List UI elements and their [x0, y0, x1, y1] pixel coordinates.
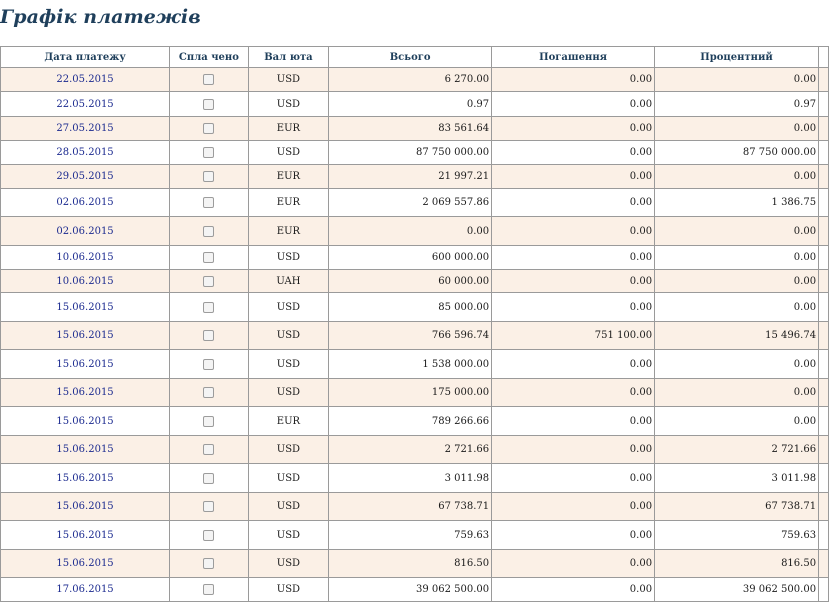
interest-cell: 0.00 [655, 270, 819, 293]
payment-date-cell[interactable]: 10.06.2015 [1, 270, 170, 293]
page-title: Графік платежів [0, 6, 201, 28]
overflow-cell [819, 350, 829, 379]
repayment-cell: 0.00 [492, 189, 655, 217]
currency-cell: USD [248, 578, 328, 602]
column-header-date[interactable]: Дата платежу [1, 47, 170, 68]
table-row [1, 521, 829, 550]
total-cell: 759.63 [329, 521, 492, 550]
column-header-currency[interactable]: Вал юта [248, 47, 328, 68]
currency-cell: USD [248, 464, 328, 493]
paid-checkbox[interactable] [203, 147, 214, 158]
paid-checkbox[interactable] [203, 99, 214, 110]
paid-cell [170, 246, 249, 270]
total-cell: 175 000.00 [329, 379, 492, 407]
total-cell: 83 561.64 [329, 117, 492, 141]
paid-cell [170, 493, 249, 521]
currency-cell: USD [248, 521, 328, 550]
interest-cell: 0.00 [655, 117, 819, 141]
interest-cell: 0.00 [655, 165, 819, 189]
payment-date-cell[interactable]: 17.06.2015 [1, 578, 170, 602]
paid-checkbox[interactable] [203, 330, 214, 341]
table-row [1, 379, 829, 407]
table-row [1, 68, 829, 92]
paid-checkbox[interactable] [203, 74, 214, 85]
total-cell: 766 596.74 [329, 322, 492, 350]
interest-cell: 2 721.66 [655, 436, 819, 464]
repayment-cell: 0.00 [492, 407, 655, 436]
total-cell: 21 997.21 [329, 165, 492, 189]
paid-checkbox[interactable] [203, 558, 214, 569]
payment-date-cell[interactable]: 15.06.2015 [1, 350, 170, 379]
total-cell: 3 011.98 [329, 464, 492, 493]
interest-cell: 0.00 [655, 350, 819, 379]
interest-cell: 67 738.71 [655, 493, 819, 521]
interest-cell: 0.00 [655, 246, 819, 270]
overflow-cell [819, 165, 829, 189]
interest-cell: 816.50 [655, 550, 819, 578]
paid-checkbox[interactable] [203, 387, 214, 398]
repayment-cell: 0.00 [492, 521, 655, 550]
overflow-cell [819, 189, 829, 217]
overflow-cell [819, 92, 829, 117]
repayment-cell: 0.00 [492, 246, 655, 270]
table-row [1, 92, 829, 117]
repayment-cell: 0.00 [492, 578, 655, 602]
repayment-cell: 0.00 [492, 493, 655, 521]
column-header-interest[interactable]: Процентний [655, 47, 819, 68]
table-row [1, 350, 829, 379]
overflow-cell [819, 246, 829, 270]
table-row [1, 578, 829, 602]
overflow-cell [819, 407, 829, 436]
currency-cell: USD [248, 436, 328, 464]
paid-checkbox[interactable] [203, 473, 214, 484]
total-cell: 60 000.00 [329, 270, 492, 293]
paid-checkbox[interactable] [203, 501, 214, 512]
payment-date-cell[interactable]: 15.06.2015 [1, 322, 170, 350]
payment-date-cell[interactable]: 02.06.2015 [1, 189, 170, 217]
table-row [1, 464, 829, 493]
table-row [1, 436, 829, 464]
payment-date-cell[interactable]: 29.05.2015 [1, 165, 170, 189]
table-row [1, 217, 829, 246]
payment-date-cell[interactable]: 15.06.2015 [1, 379, 170, 407]
repayment-cell: 0.00 [492, 92, 655, 117]
payment-date-cell[interactable]: 22.05.2015 [1, 92, 170, 117]
payment-schedule-table [0, 46, 829, 602]
payment-date-cell[interactable]: 22.05.2015 [1, 68, 170, 92]
table-row [1, 165, 829, 189]
paid-cell [170, 350, 249, 379]
overflow-cell [819, 141, 829, 165]
paid-cell [170, 165, 249, 189]
currency-cell: USD [248, 493, 328, 521]
currency-cell: USD [248, 293, 328, 322]
paid-cell [170, 464, 249, 493]
interest-cell: 0.97 [655, 92, 819, 117]
table-row [1, 246, 829, 270]
total-cell: 0.97 [329, 92, 492, 117]
column-header-overflow [819, 47, 829, 68]
overflow-cell [819, 464, 829, 493]
overflow-cell [819, 379, 829, 407]
total-cell: 39 062 500.00 [329, 578, 492, 602]
overflow-cell [819, 521, 829, 550]
interest-cell: 0.00 [655, 68, 819, 92]
currency-cell: USD [248, 350, 328, 379]
interest-cell: 759.63 [655, 521, 819, 550]
table-row [1, 493, 829, 521]
paid-cell [170, 293, 249, 322]
paid-checkbox[interactable] [203, 530, 214, 541]
column-header-repayment[interactable]: Погашення [492, 47, 655, 68]
payment-date-cell[interactable]: 15.06.2015 [1, 293, 170, 322]
currency-cell: EUR [248, 165, 328, 189]
paid-cell [170, 270, 249, 293]
overflow-cell [819, 293, 829, 322]
payment-date-cell[interactable]: 15.06.2015 [1, 464, 170, 493]
total-cell: 600 000.00 [329, 246, 492, 270]
currency-cell: USD [248, 246, 328, 270]
paid-checkbox[interactable] [203, 359, 214, 370]
paid-cell [170, 141, 249, 165]
table-row [1, 322, 829, 350]
overflow-cell [819, 578, 829, 602]
currency-cell: USD [248, 322, 328, 350]
repayment-cell: 0.00 [492, 550, 655, 578]
total-cell: 2 721.66 [329, 436, 492, 464]
interest-cell: 39 062 500.00 [655, 578, 819, 602]
table-row [1, 550, 829, 578]
total-cell: 87 750 000.00 [329, 141, 492, 165]
payment-date-cell[interactable]: 15.06.2015 [1, 493, 170, 521]
interest-cell: 15 496.74 [655, 322, 819, 350]
interest-cell: 3 011.98 [655, 464, 819, 493]
table-body [1, 68, 829, 602]
paid-cell [170, 578, 249, 602]
paid-cell [170, 436, 249, 464]
paid-cell [170, 407, 249, 436]
overflow-cell [819, 322, 829, 350]
repayment-cell: 0.00 [492, 165, 655, 189]
total-cell: 0.00 [329, 217, 492, 246]
currency-cell: EUR [248, 117, 328, 141]
currency-cell: USD [248, 141, 328, 165]
interest-cell: 87 750 000.00 [655, 141, 819, 165]
payment-date-cell[interactable]: 10.06.2015 [1, 246, 170, 270]
table-row [1, 270, 829, 293]
overflow-cell [819, 436, 829, 464]
table-row [1, 293, 829, 322]
repayment-cell: 0.00 [492, 141, 655, 165]
paid-cell [170, 117, 249, 141]
interest-cell: 0.00 [655, 293, 819, 322]
overflow-cell [819, 68, 829, 92]
paid-cell [170, 92, 249, 117]
currency-cell: USD [248, 550, 328, 578]
total-cell: 1 538 000.00 [329, 350, 492, 379]
header-row [1, 47, 829, 68]
interest-cell: 0.00 [655, 379, 819, 407]
paid-checkbox[interactable] [203, 444, 214, 455]
repayment-cell: 0.00 [492, 68, 655, 92]
paid-checkbox[interactable] [203, 171, 214, 182]
paid-checkbox[interactable] [203, 226, 214, 237]
column-header-total[interactable]: Всього [329, 47, 492, 68]
currency-cell: UAH [248, 270, 328, 293]
total-cell: 789 266.66 [329, 407, 492, 436]
paid-cell [170, 550, 249, 578]
interest-cell: 0.00 [655, 407, 819, 436]
overflow-cell [819, 217, 829, 246]
total-cell: 6 270.00 [329, 68, 492, 92]
repayment-cell: 0.00 [492, 350, 655, 379]
paid-cell [170, 379, 249, 407]
repayment-cell: 0.00 [492, 270, 655, 293]
currency-cell: USD [248, 68, 328, 92]
payment-date-cell[interactable]: 15.06.2015 [1, 436, 170, 464]
currency-cell: USD [248, 92, 328, 117]
paid-cell [170, 217, 249, 246]
repayment-cell: 0.00 [492, 293, 655, 322]
payment-date-cell[interactable]: 15.06.2015 [1, 407, 170, 436]
paid-cell [170, 521, 249, 550]
repayment-cell: 0.00 [492, 217, 655, 246]
overflow-cell [819, 270, 829, 293]
paid-checkbox[interactable] [203, 276, 214, 287]
payment-date-cell[interactable]: 27.05.2015 [1, 117, 170, 141]
currency-cell: USD [248, 379, 328, 407]
paid-cell [170, 68, 249, 92]
paid-cell [170, 189, 249, 217]
currency-cell: EUR [248, 217, 328, 246]
overflow-cell [819, 550, 829, 578]
paid-checkbox[interactable] [203, 252, 214, 263]
interest-cell: 1 386.75 [655, 189, 819, 217]
overflow-cell [819, 117, 829, 141]
payment-date-cell[interactable]: 15.06.2015 [1, 550, 170, 578]
paid-checkbox[interactable] [203, 584, 214, 595]
column-header-paid[interactable]: Спла чено [170, 47, 249, 68]
interest-cell: 0.00 [655, 217, 819, 246]
total-cell: 2 069 557.86 [329, 189, 492, 217]
paid-checkbox[interactable] [203, 416, 214, 427]
total-cell: 85 000.00 [329, 293, 492, 322]
repayment-cell: 751 100.00 [492, 322, 655, 350]
payment-date-cell[interactable]: 15.06.2015 [1, 521, 170, 550]
total-cell: 67 738.71 [329, 493, 492, 521]
paid-checkbox[interactable] [203, 197, 214, 208]
table-row [1, 407, 829, 436]
repayment-cell: 0.00 [492, 379, 655, 407]
payment-date-cell[interactable]: 28.05.2015 [1, 141, 170, 165]
currency-cell: EUR [248, 407, 328, 436]
paid-cell [170, 322, 249, 350]
repayment-cell: 0.00 [492, 436, 655, 464]
repayment-cell: 0.00 [492, 117, 655, 141]
paid-checkbox[interactable] [203, 302, 214, 313]
repayment-cell: 0.00 [492, 464, 655, 493]
table-row [1, 117, 829, 141]
table-row [1, 141, 829, 165]
table-row [1, 189, 829, 217]
currency-cell: EUR [248, 189, 328, 217]
total-cell: 816.50 [329, 550, 492, 578]
overflow-cell [819, 493, 829, 521]
paid-checkbox[interactable] [203, 123, 214, 134]
payment-date-cell[interactable]: 02.06.2015 [1, 217, 170, 246]
